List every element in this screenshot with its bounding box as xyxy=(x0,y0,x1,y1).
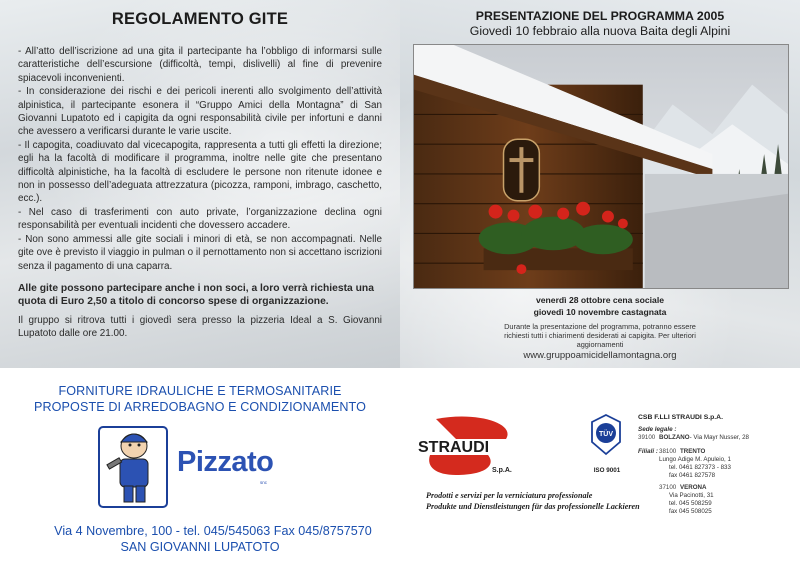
sede-street: - Via Mayr Nusser, 28 xyxy=(689,434,749,441)
non-member-note: Alle gite possono partecipare anche i non soci, a loro verrà richiesta una quota di Euro 2,50 a titolo di concorso spese di organizzazione. xyxy=(18,282,374,307)
straudi-logo-text: STRAUDI xyxy=(418,439,490,456)
iso-label: ISO 9001 xyxy=(593,467,621,474)
chalet-photo xyxy=(413,44,789,289)
program-panel xyxy=(400,0,800,368)
event-name: castagnata xyxy=(621,307,667,317)
filiali-label: Filiali : xyxy=(638,448,658,455)
pizzato-services-line: FORNITURE IDRAULICHE E TERMOSANITARIE xyxy=(58,384,342,398)
rule-item: - Nel caso di trasferimenti con auto private, l’organizzazione declina ogni responsabilità per eventuali incidenti che dovessero accadere. xyxy=(18,206,382,232)
pizzato-address: Via 4 Novembre, 100 - tel. 045/545063 Fax 045/8757570 xyxy=(54,524,372,538)
program-note: Durante la presentazione del programma, potranno essere richiesti tutti i chiarimenti desiderati ai capigita. Per ulteriori aggiornamenti xyxy=(504,322,696,349)
branch-line: Via Pacinotti, 31 xyxy=(669,492,714,499)
branch-line: tel. 0461 827373 - 833 xyxy=(669,464,731,471)
company-info xyxy=(638,414,798,516)
straudi-tagline-de: Produkte und Dienstleistungen für das professionelle Lackieren xyxy=(426,502,640,511)
branch-cap: 38100 xyxy=(659,448,677,455)
straudi-logo-suffix: S.p.A. xyxy=(492,467,512,474)
pizzato-logo: Pizzato xyxy=(177,446,274,478)
event-date: venerdì 28 ottobre xyxy=(535,295,611,305)
event-item xyxy=(400,294,800,306)
pizzato-city: SAN GIOVANNI LUPATOTO xyxy=(120,540,280,554)
program-subtitle: Giovedì 10 febbraio alla nuova Baita degli Alpini xyxy=(469,24,731,38)
pizzato-services-line: PROPOSTE DI ARREDOBAGNO E CONDIZIONAMENTO xyxy=(33,400,367,414)
branch-line: fax 045 508025 xyxy=(669,508,712,515)
sede-cap: 39100 xyxy=(638,434,656,441)
website-link[interactable]: www.gruppoamicidellamontagna.org xyxy=(523,350,677,361)
pizzato-logo-suffix: snc xyxy=(260,480,268,485)
rule-item: - In considerazione dei rischi e dei pericoli inerenti allo svolgimento dell’attività alpinistica, il partecipante esonera il “Gruppo Amici della Montagna” di San Giovanni Lupatoto ed i capigita da ogni responsabilità civile per infortuni e danni che avessero a verificarsi durante le varie uscite. xyxy=(18,86,382,138)
branch-city: TRENTO xyxy=(680,448,706,455)
rules-panel xyxy=(0,0,400,368)
event-name: cena sociale xyxy=(612,295,664,305)
branch-cap: 37100 xyxy=(659,484,677,491)
sede-label: Sede legale : xyxy=(638,426,677,433)
tuv-certification-icon xyxy=(587,414,625,460)
tuv-text: TÜV xyxy=(599,431,613,438)
rule-item: - All’atto dell’iscrizione ad una gita il partecipante ha l’obbligo di informarsi sulle caratteristiche dell’escursione (difficoltà, tempi, dislivelli) al fine di prevenire spiacevoli inconvenienti. xyxy=(18,46,382,84)
rule-item: - Non sono ammessi alle gite sociali i minori di età, se non accompagnati. Nelle gite ove è previsto il viaggio in pulman o il pernottamento non si accettano iscrizioni senza il pagamento di una caparra. xyxy=(18,233,382,272)
rules-title: REGOLAMENTO GITE xyxy=(111,10,289,28)
branch-trento xyxy=(638,448,798,480)
plumber-mascot-icon xyxy=(98,426,168,508)
straudi-ad xyxy=(400,368,800,566)
event-date: giovedì 10 novembre xyxy=(533,307,620,317)
straudi-logo xyxy=(416,415,526,477)
branch-line: Lungo Adige M. Apuleio, 1 xyxy=(659,456,731,463)
events-list xyxy=(400,294,800,318)
company-name: CSB F.LLI STRAUDI S.p.A. xyxy=(638,414,723,421)
pizzato-ad xyxy=(0,368,400,566)
program-title: PRESENTAZIONE DEL PROGRAMMA 2005 xyxy=(475,9,725,23)
straudi-tagline-it: Prodotti e servizi per la verniciatura professionale xyxy=(426,491,593,500)
rule-item: - Il capogita, coadiuvato dal vicecapogita, rappresenta a tutti gli effetti la direzione; egli ha la facoltà di modificare il programma, inoltre nelle gite che presentano difficoltà alpinistiche, ha la facoltà di escludere le persone non ritenute idonee e non in possesso dell’adeguata attrezzatura (picozza, ramponi, imbrago, caschetto, ecc.). xyxy=(18,139,382,205)
branch-line: fax 0461 827578 xyxy=(669,472,716,479)
sede-city: BOLZANO xyxy=(659,434,690,441)
branch-city: VERONA xyxy=(680,484,707,491)
meeting-note: Il gruppo si ritrova tutti i giovedì sera presso la pizzeria Ideal a S. Giovanni Lupatoto dalle ore 21.00. xyxy=(18,314,382,340)
branch-line: tel. 045 508259 xyxy=(669,500,712,507)
branch-verona xyxy=(638,484,798,516)
event-item xyxy=(400,306,800,318)
sede-address xyxy=(638,434,798,442)
